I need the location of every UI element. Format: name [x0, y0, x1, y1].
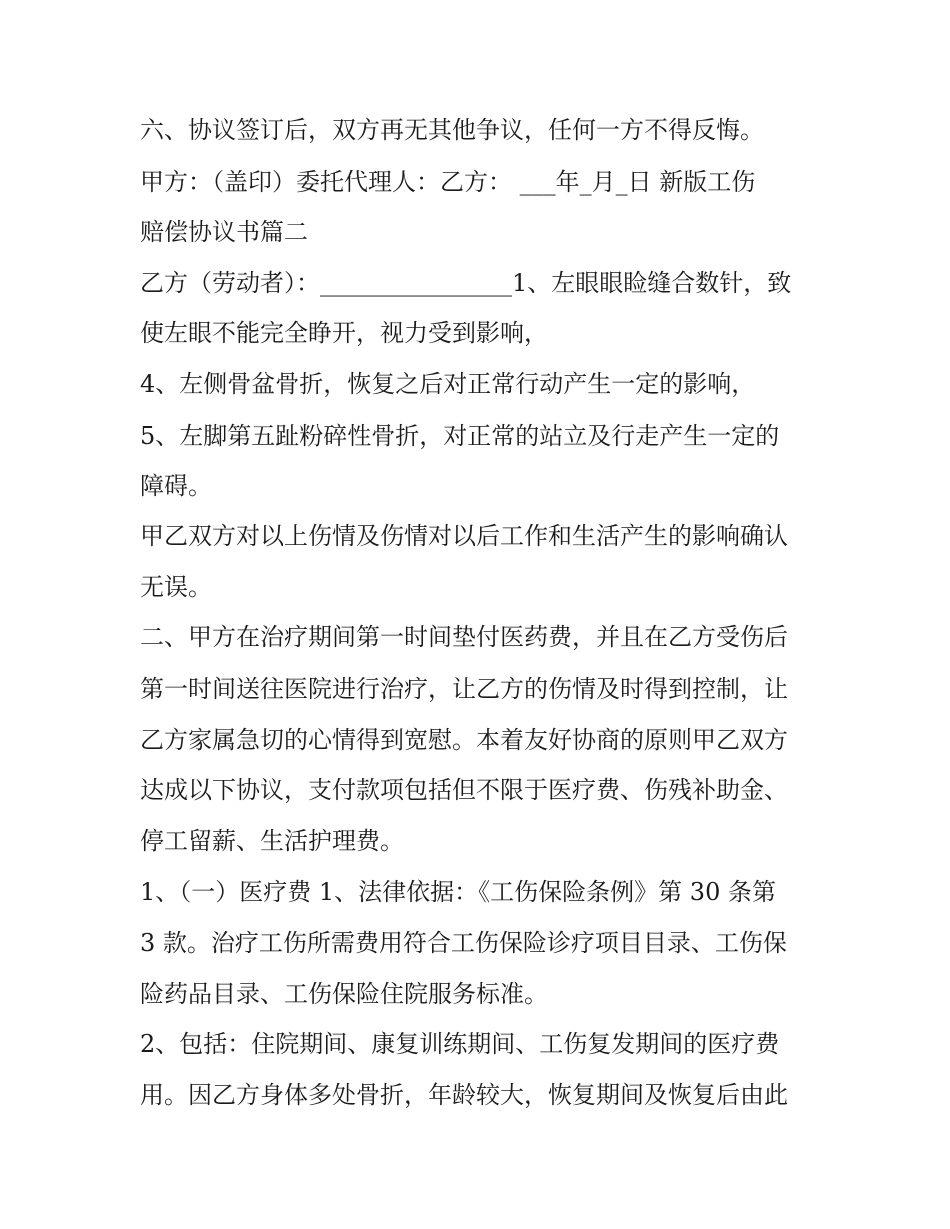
text-line: 障碍。: [140, 472, 212, 500]
text-line: 2、包括：住院期间、康复训练期间、工伤复发期间的医疗费: [140, 1030, 780, 1058]
text-line: 乙方家属急切的心情得到宽慰。本着友好协商的原则甲乙双方: [140, 726, 788, 754]
text-line: 5、左脚第五趾粉碎性骨折，对正常的站立及行走产生一定的: [140, 422, 780, 450]
text-line: 第一时间送往医院进行治疗，让乙方的伤情及时得到控制，让: [140, 675, 788, 703]
text-line: 停工留薪、生活护理费。: [140, 827, 404, 855]
text-line: 甲方：（盖印）委托代理人：乙方： ___年_月_日 新版工伤: [140, 168, 756, 196]
text-line: 乙方（劳动者）：________________1、左眼眼睑缝合数针，致: [140, 269, 792, 297]
text-line: 赔偿协议书篇二: [140, 218, 308, 246]
text-line: 甲乙双方对以上伤情及伤情对以后工作和生活产生的影响确认: [140, 522, 788, 550]
text-line: 达成以下协议，支付款项包括但不限于医疗费、伤残补助金、: [140, 776, 788, 804]
text-line: 4、左侧骨盆骨折，恢复之后对正常行动产生一定的影响，: [140, 370, 756, 398]
text-line: 二、甲方在治疗期间第一时间垫付医药费，并且在乙方受伤后: [140, 623, 788, 651]
text-line: 1、（一）医疗费 1、法律依据：《工伤保险条例》第 30 条第: [140, 878, 776, 906]
text-line: 用。因乙方身体多处骨折，年龄较大，恢复期间及恢复后由此: [140, 1081, 788, 1109]
text-line: 六、协议签订后，双方再无其他争议，任何一方不得反悔。: [140, 116, 764, 144]
text-line: 无误。: [140, 573, 212, 601]
text-line: 3 款。治疗工伤所需费用符合工伤保险诊疗项目目录、工伤保: [140, 929, 787, 957]
text-line: 使左眼不能完全睁开，视力受到影响，: [140, 319, 548, 347]
text-line: 险药品目录、工伤保险住院服务标准。: [140, 980, 548, 1008]
